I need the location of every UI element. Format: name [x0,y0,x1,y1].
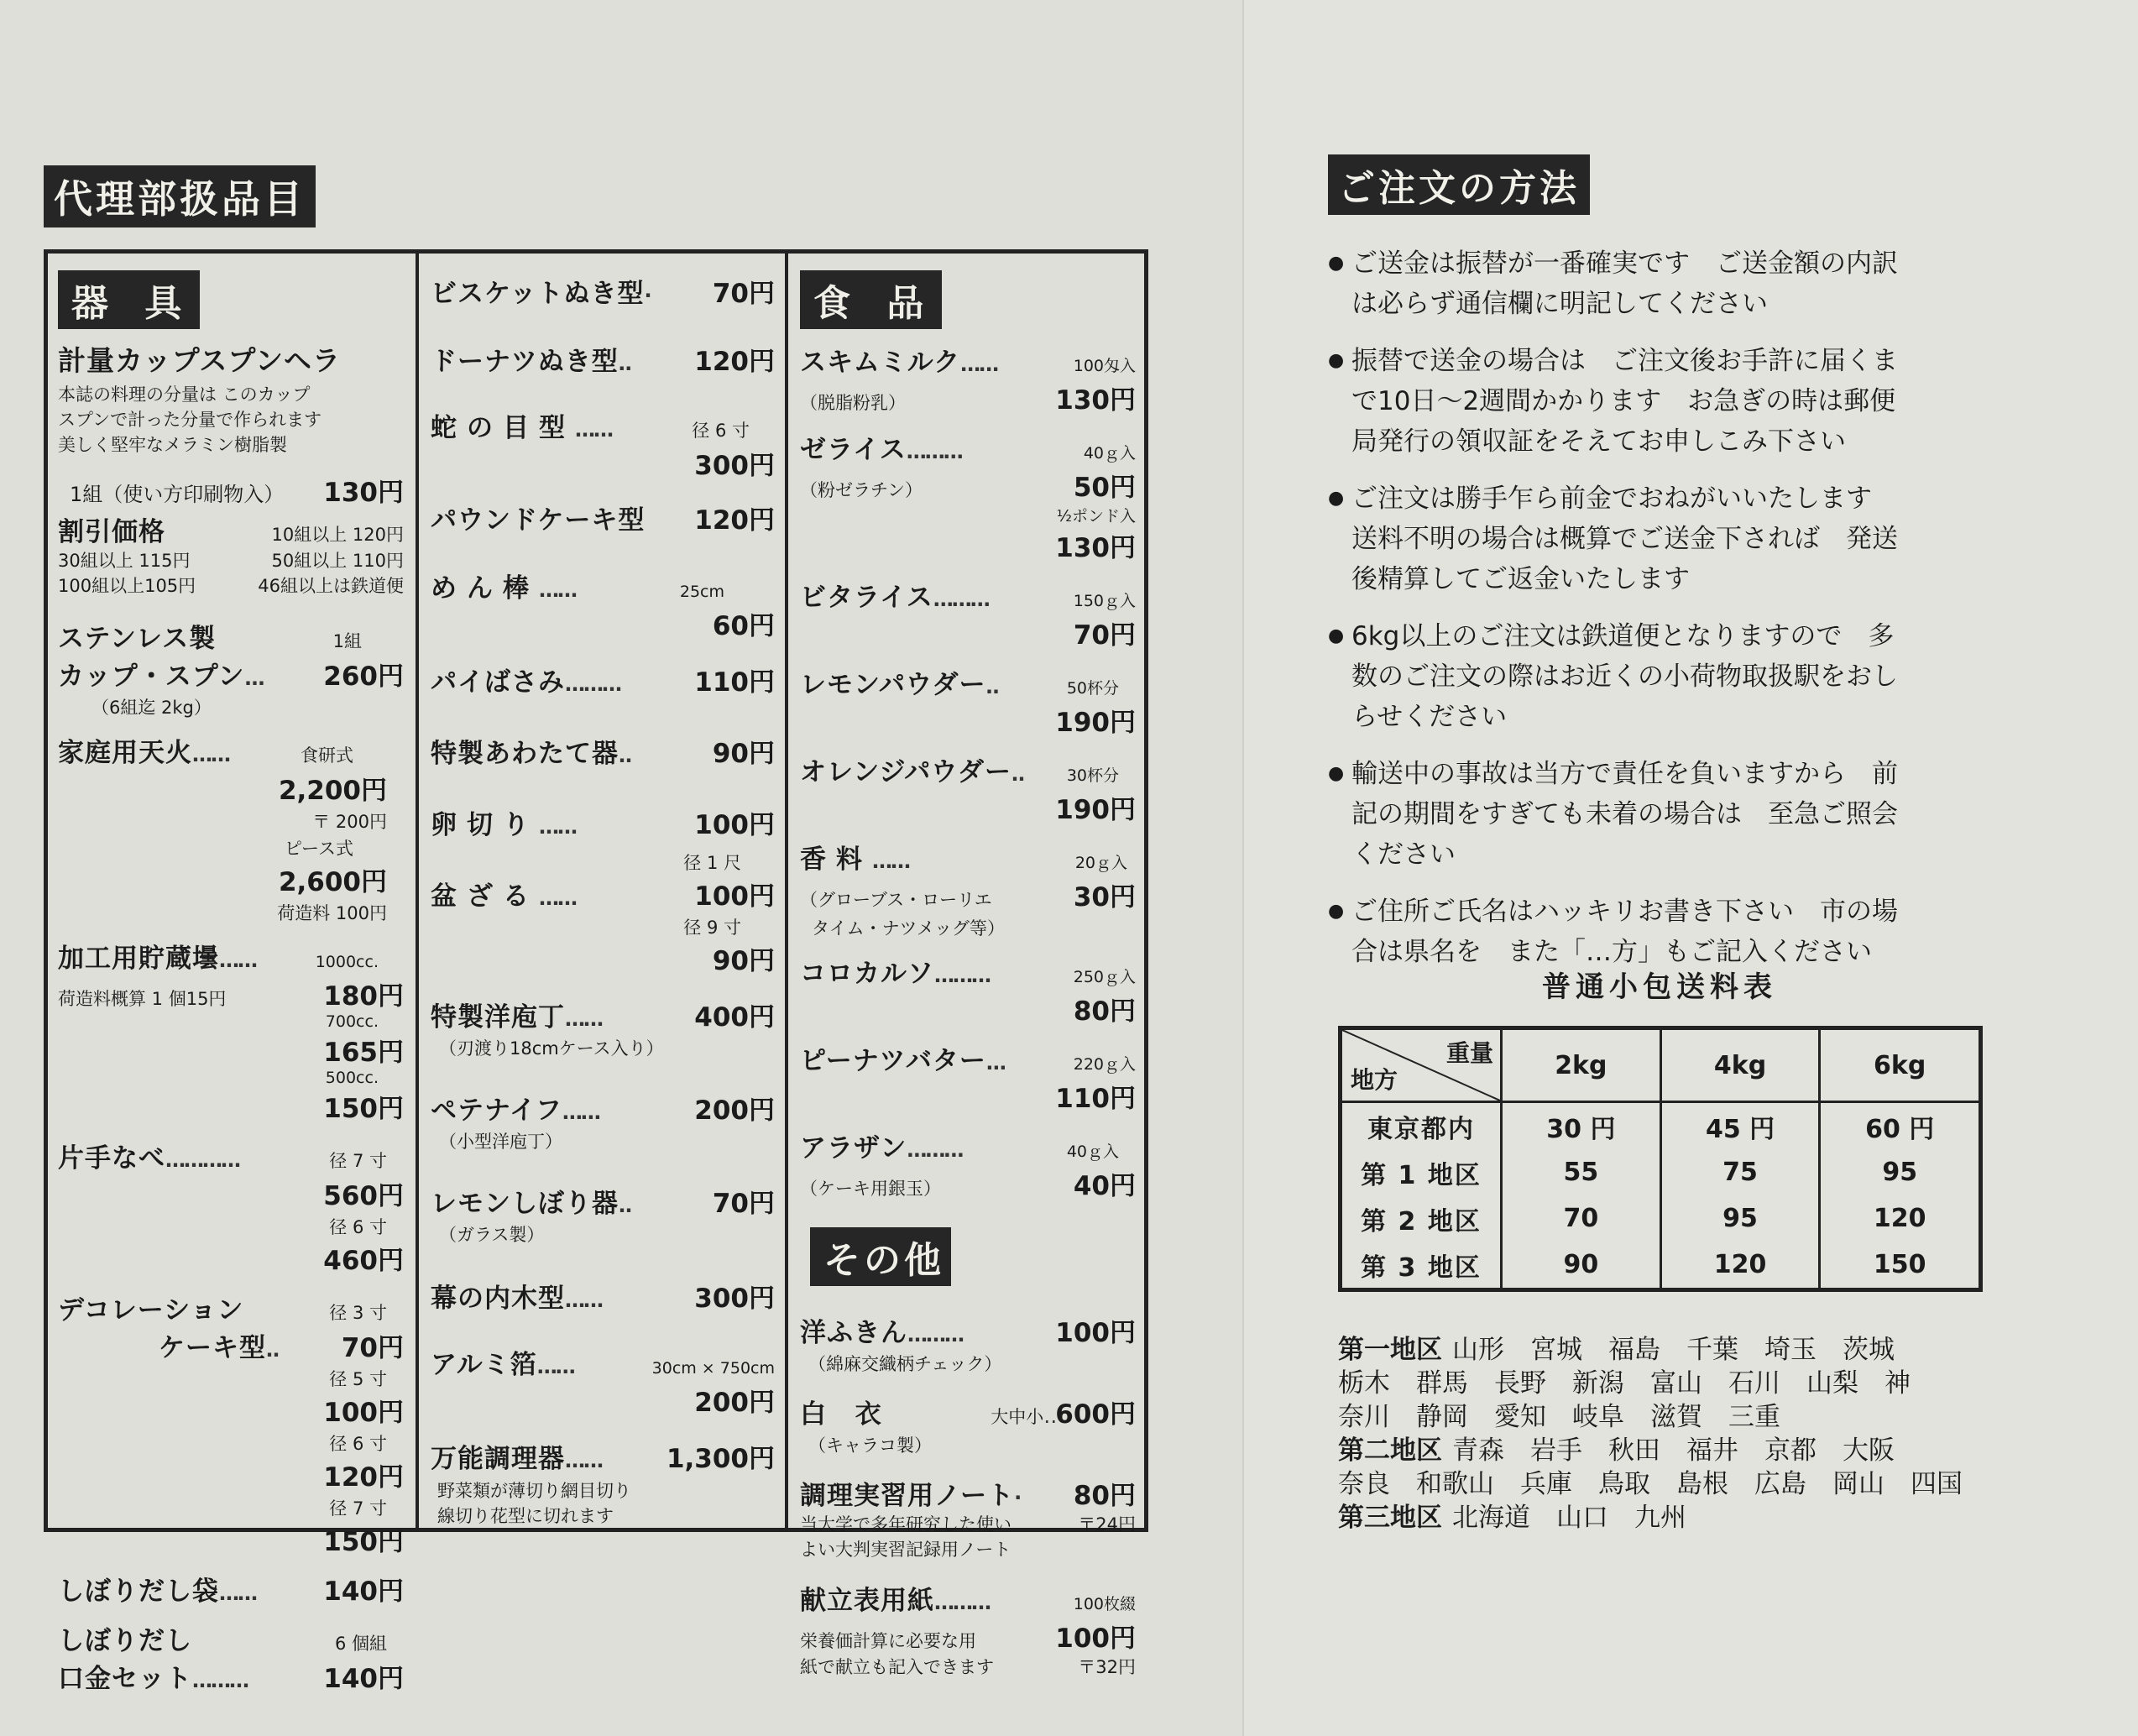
instruction-item: ● ご注文は勝手乍ら前金でおねがいいたします 送料不明の場合は概算でご送金下されば 発送 後精算してご返金いたします [1328,478,2067,599]
column-header: 6kg [1820,1028,1981,1102]
food-column [788,254,1144,1677]
bullet-icon: ● [1328,763,1345,784]
discount-row: 100組以上105円 46組以上は鉄道便 [58,576,404,596]
region-label: 第三地区 [1338,1503,1442,1533]
others-heading: その他 [810,1227,951,1286]
product-list-box [44,249,1148,1694]
instruction-item: ● ご送金は振替が一番確実です ご送金額の内訳 は必らず通信欄に明記してください [1328,243,2067,324]
multi-cooker-item: 万能調理器…… 1,300円 野菜類が薄切り網目切り 線切り花型に切れます [431,1444,775,1526]
region-group: 第三地区 北海道 山口 九州 [1338,1503,1686,1533]
orange-powder-item: オレンジパウダー‥ 30杯分 190円 [800,757,1136,825]
bullet-icon: ● [1328,625,1345,646]
instruction-item: ● 6kg以上のご注文は鉄道便となりますので 多 数のご注文の際はお近くの小荷物取扱駅をおし らせください [1328,616,2067,737]
agency-items-banner: 代理部扱品目 [44,165,316,227]
stainless-cup-item: ステンレス製 1組 カップ・スプン… 260円 （6組迄 2kg） [58,624,404,718]
storage-jar-item: 加工用貯蔵壜…… 1000cc. 荷造料概算 1 個15円 180円 700cc. 165円 500cc. 150円 [58,944,404,1124]
whisk-item: 特製あわたて器‥ 90円 [431,739,775,769]
silver-dragee-item: アラザン……… 40ｇ入 （ケーキ用銀玉） 40円 [800,1133,1136,1201]
ordering-instructions [1328,243,2067,989]
rolling-pin-item: めん棒…… 25cm 60円 [431,573,775,641]
cloth-towel-item: 洋ふきん……… 100円 （綿麻交織柄チェック） [800,1318,1136,1374]
cooking-notebook-item: 調理実習用ノート· 80円 当大学で多年研究した使い 〒24円 よい大判実習記録用ノート [800,1481,1136,1560]
gelatin-item: ゼライス……… 40ｇ入 （粉ゼラチン） 50円 ½ポンド入 130円 [800,435,1136,563]
region-list [1338,1333,2077,1535]
region-label: 第一地区 [1338,1335,1442,1365]
bullet-icon: ● [1328,350,1345,371]
biscuit-cutter-item: ビスケットぬき型· 70円 [431,279,775,309]
bullet-icon: ● [1328,488,1345,509]
food-heading: 食 品 [800,270,942,329]
home-oven-item: 家庭用天火…… 食研式 2,200円 〒 200円 ピース式 2,600円 荷造料 100円 [58,738,387,923]
table-row: 第 3 地区 90 120 150 [1341,1242,1981,1290]
spice-item: 香料…… 20ｇ入 （グローブス・ローリエ 30円 タイム・ナツメッグ等） [800,844,1136,939]
piping-nozzle-set-item: しぼりだし 6 個組 口金セット……… 140円 [58,1626,404,1694]
shipping-table-title: 普通小包送料表 [1542,970,1777,1004]
western-knife-item: 特製洋庖丁…… 400円 （刃渡り18cmケース入り） [431,1002,775,1059]
instruction-item: ● ご住所ご氏名はハッキリお書き下さい 市の場 合は県名を また「…方」もご記入ください [1328,892,2067,972]
piping-bag-item: しぼりだし袋…… 140円 [58,1577,404,1607]
region-group: 第二地区 青森 岩手 秋田 福井 京都 大阪 奈良 和歌山 兵庫 鳥取 島根 広島 岡山 四国 [1338,1435,1963,1499]
skim-milk-item: スキムミルク…… 100匁入 （脱脂粉乳） 130円 [800,348,1136,416]
utensils-column [48,254,419,1694]
pie-crimper-item: パイばさみ……… 110円 [431,667,775,698]
utensils-heading: 器 具 [58,270,200,329]
corner-header-cell: 重量 地方 [1341,1028,1502,1102]
column-header: 2kg [1502,1028,1661,1102]
ring-mold-item: 蛇の目型…… 径 6 寸 300円 [431,413,775,481]
corocalso-item: コロカルソ……… 250ｇ入 80円 [800,959,1136,1027]
region-label: 第二地区 [1338,1435,1442,1466]
utensils-column-2 [419,254,788,1528]
white-coat-item: 白 衣 大中小‥600円 （キャラコ製） [800,1399,1136,1456]
table-header-row [1341,1028,1981,1102]
egg-slicer-item: 卵切り…… 100円 [431,810,775,840]
ordering-method-banner: ご注文の方法 [1328,154,1590,215]
lemon-squeezer-item: レモンしぼり器‥ 70円 （ガラス製） [431,1189,775,1245]
measuring-cup-item [58,339,404,599]
pound-cake-mold-item: パウンドケーキ型 120円 [431,505,775,536]
flat-colander-item: 径 1 尺 盆ざる…… 100円 径 9 寸 90円 [431,853,775,976]
decoration-cake-mold-item: デコレーション 径 3 寸 ケーキ型‥ 70円 径 5 寸 100円 径 6 寸 120円 径 7 寸 150円 [58,1295,404,1557]
region-group: 第一地区 山形 宮城 福島 千葉 埼玉 茨城 栃木 群馬 長野 新潟 富山 石川 山梨 神 奈川 静岡 愛知 岐阜 滋賀 三重 [1338,1335,1911,1432]
set-price-line: 1組（使い方印刷物入） 130円 [70,478,404,508]
petty-knife-item: ペテナイフ…… 200円 （小型洋庖丁） [431,1095,775,1152]
bullet-icon: ● [1328,253,1345,274]
makunouchi-mold-item: 幕の内木型…… 300円 [431,1284,775,1314]
instruction-item: ● 輸送中の事故は当方で責任を負いますから 前 記の期間をすぎても未着の場合は 至急ご照会 ください [1328,754,2067,875]
table-row: 第 1 地区 55 75 95 [1341,1149,1981,1195]
donut-cutter-item: ドーナツぬき型‥ 120円 [431,347,775,377]
vitarice-item: ビタライス……… 150ｇ入 70円 [800,583,1136,651]
table-row: 第 2 地区 70 95 120 [1341,1195,1981,1242]
peanut-butter-item: ピーナツバター… 220ｇ入 110円 [800,1046,1136,1114]
saucepan-item: 片手なべ………… 径 7 寸 560円 径 6 寸 460円 [58,1143,404,1276]
right-page [1242,0,2138,1736]
bullet-icon: ● [1328,901,1345,922]
column-header: 4kg [1660,1028,1820,1102]
item-description: 本誌の料理の分量は このカップ スプンで計った分量で作られます 美しく堅牢なメラミン樹脂製 [58,384,322,455]
lemon-powder-item: レモンパウダー‥ 50杯分 190円 [800,670,1136,738]
discount-row: 30組以上 115円 50組以上 110円 [58,551,404,571]
aluminum-foil-item: アルミ箔…… 30cm × 750cm 200円 [431,1350,775,1418]
instruction-item: ● 振替で送金の場合は ご注文後お手許に届くま で10日～2週間かかります お急ぎの時は郵便 局発行の領収証をそえてお申しこみ下さい [1328,341,2067,462]
menu-paper-item: 献立表用紙……… 100枚綴 栄養価計算に必要な用 100円 紙で献立も記入できます 〒32円 [800,1586,1136,1677]
table-row: 東京都内 30 円 45 円 60 円 [1341,1102,1981,1150]
item-name: 計量カップスプンヘラ [58,344,342,377]
discount-line: 割引価格 10組以上 120円 [58,517,404,547]
shipping-fee-table [1338,1026,1983,1292]
